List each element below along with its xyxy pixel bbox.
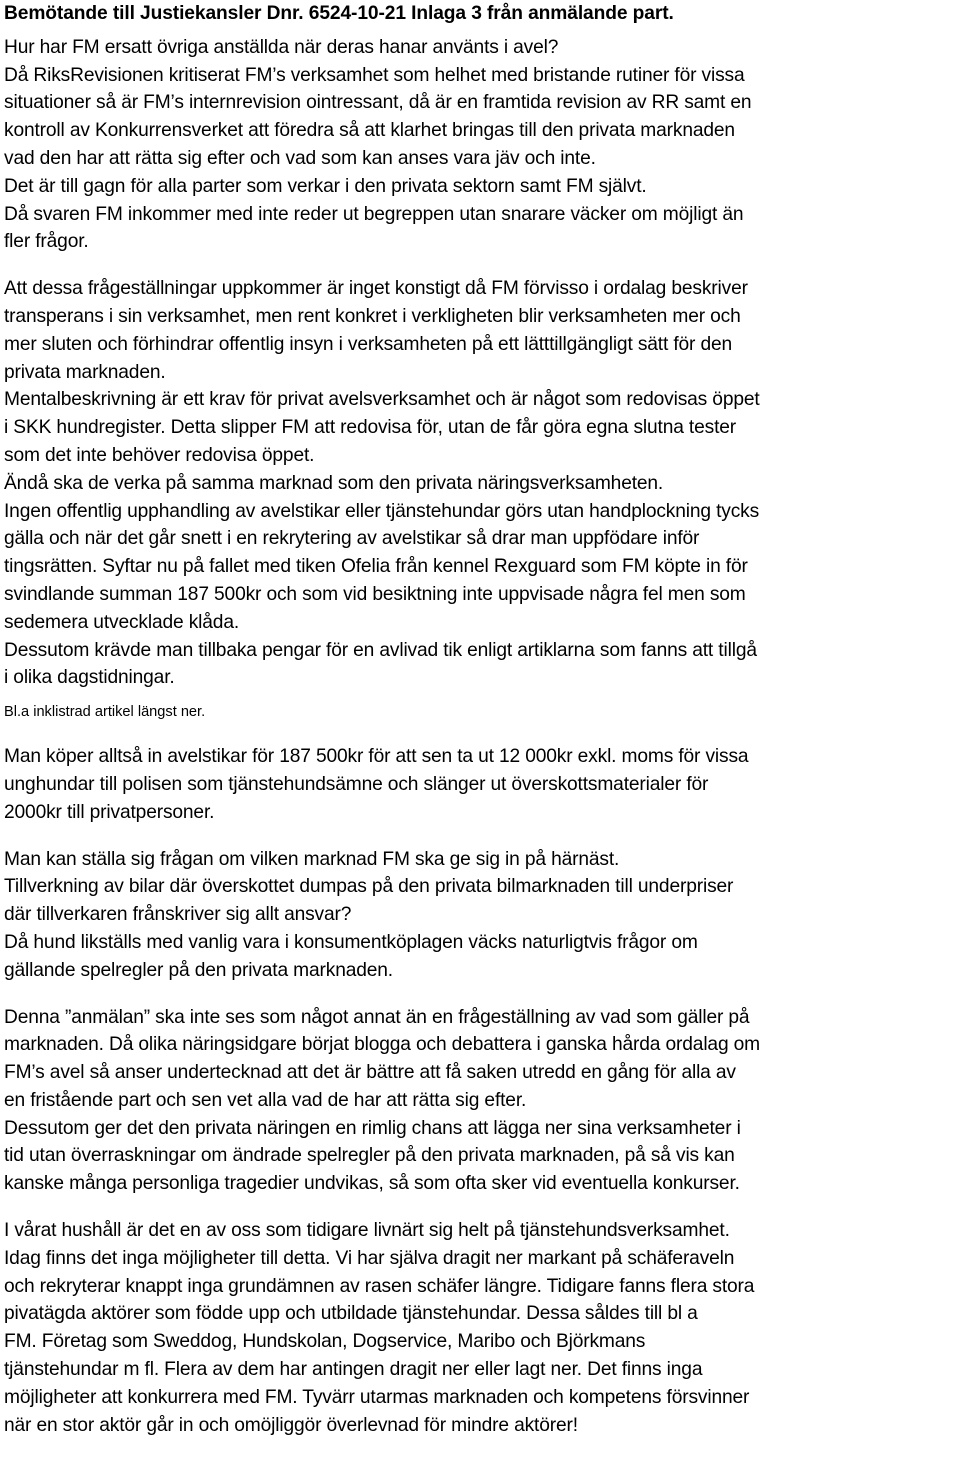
text-line: när en stor aktör går in och omöjliggör överlevnad för mindre aktörer! (4, 1414, 578, 1436)
text-line: Dessutom krävde man tillbaka pengar för en avlivad tik enligt artiklarna som fanns att tillgå (4, 639, 757, 661)
text-line: Denna ”anmälan” ska inte ses som något annat än en frågeställning av vad som gäller på (4, 1006, 750, 1028)
text-line: 2000kr till privatpersoner. (4, 801, 215, 823)
document-title: Bemötande till Justiekansler Dnr. 6524-10-21 Inlaga 3 från anmälande part. (4, 3, 674, 24)
text-line: och rekryterar knappt inga grundämnen av rasen schäfer längre. Tidigare fanns flera stora (4, 1275, 755, 1297)
paragraph (4, 1217, 956, 1439)
document-page (4, 0, 956, 1439)
text-line: tjänstehundar m fl. Flera av dem har antingen dragit ner eller lagt ner. Det finns inga (4, 1359, 703, 1381)
text-line: en fristående part och sen vet alla vad de har att rätta sig efter. (4, 1089, 527, 1111)
text-line: Då hund likställs med vanlig vara i konsumentköplagen väcks naturligtvis frågor om (4, 931, 698, 953)
text-line: Hur har FM ersatt övriga anställda när deras hanar använts i avel? (4, 36, 559, 58)
text-line: Mentalbeskrivning är ett krav för privat avelsverksamhet och är något som redovisas öppet (4, 389, 760, 411)
text-line: gällande spelregler på den privata marknaden. (4, 959, 393, 981)
text-line: FM. Företag som Sweddog, Hundskolan, Dogservice, Maribo och Björkmans (4, 1331, 646, 1353)
text-line: möjligheter att konkurrera med FM. Tyvärr utarmas marknaden och kompetens försvinner (4, 1386, 750, 1408)
text-line: mer sluten och förhindrar offentlig insyn i verksamheten på ett lätttillgängligt sätt för den (4, 333, 733, 355)
text-line: gälla och när det går snett i en rekrytering av avelstikar så drar man uppfödare inför (4, 528, 700, 550)
text-line: pivatägda aktörer som födde upp och utbildade tjänstehundar. Dessa såldes till bl a (4, 1303, 698, 1325)
text-line: kanske många personliga tragedier undvikas, så som ofta sker vid eventuella konkurser. (4, 1173, 740, 1195)
text-line: svindlande summan 187 500kr och som vid besiktning inte uppvisade några fel men som (4, 583, 746, 605)
text-line: FM’s avel så anser undertecknad att det är bättre att få saken utredd en gång för alla av (4, 1062, 736, 1084)
text-line: där tillverkaren frånskriver sig allt ansvar? (4, 904, 352, 926)
spacer (4, 724, 956, 743)
text-line: kontroll av Konkurrensverket att föredra så att klarhet bringas till den privata marknaden (4, 120, 735, 142)
text-line: privata marknaden. (4, 361, 166, 383)
text-line: Dessutom ger det den privata näringen en rimlig chans att lägga ner sina verksamheter i (4, 1117, 741, 1139)
text-line: Då RiksRevisionen kritiserat FM’s verksamhet som helhet med bristande rutiner för vissa (4, 64, 745, 86)
text-line: i olika dagstidningar. (4, 667, 175, 689)
attachment-note: Bl.a inklistrad artikel längst ner. (4, 704, 206, 721)
text-line: unghundar till polisen som tjänstehundsämne och slänger ut överskottsmaterialer för (4, 773, 709, 795)
text-line: situationer så är FM’s internrevision ointressant, då är en framtida revision av RR samt en (4, 92, 752, 114)
spacer (4, 1198, 956, 1217)
paragraph (4, 846, 956, 985)
spacer (4, 827, 956, 846)
text-line: tid utan överraskningar om ändrade spelregler på den privata marknaden, på så vis kan (4, 1145, 735, 1167)
paragraph (4, 275, 956, 692)
text-line: Att dessa frågeställningar uppkommer är inget konstigt då FM förvisso i ordalag beskriver (4, 278, 748, 300)
paragraph (4, 743, 956, 826)
text-line: fler frågor. (4, 231, 89, 253)
text-line: Ingen offentlig upphandling av avelstikar eller tjänstehundar görs utan handplockning tycks (4, 500, 760, 522)
text-line: Ändå ska de verka på samma marknad som den privata näringsverksamheten. (4, 472, 664, 494)
text-line: Då svaren FM inkommer med inte reder ut begreppen utan snarare väcker om möjligt än (4, 203, 744, 225)
text-line: som det inte behöver redovisa öppet. (4, 444, 315, 466)
text-line: I vårat hushåll är det en av oss som tidigare livnärt sig helt på tjänstehundsverksamhet. (4, 1220, 730, 1242)
paragraph (4, 1004, 956, 1199)
text-line: sedemera utvecklade klåda. (4, 611, 240, 633)
spacer (4, 256, 956, 275)
text-line: marknaden. Då olika näringsidgare börjat blogga och debattera i ganska hårda ordalag om (4, 1034, 761, 1056)
document-body (4, 34, 956, 1440)
spacer (4, 692, 956, 700)
text-line: Tillverkning av bilar där överskottet dumpas på den privata bilmarknaden till underpriser (4, 876, 734, 898)
text-line: Man köper alltså in avelstikar för 187 500kr för att sen ta ut 12 000kr exkl. moms för vissa (4, 746, 749, 768)
text-line: Idag finns det inga möjligheter till detta. Vi har själva dragit ner markant på schäferaveln (4, 1247, 735, 1269)
text-line: vad den har att rätta sig efter och vad som kan anses vara jäv och inte. (4, 147, 596, 169)
paragraph (4, 34, 956, 256)
spacer (4, 985, 956, 1004)
text-line: transperans i sin verksamhet, men rent konkret i verkligheten blir verksamheten mer och (4, 305, 741, 327)
text-line: Man kan ställa sig frågan om vilken marknad FM ska ge sig in på härnäst. (4, 848, 620, 870)
text-line: i SKK hundregister. Detta slipper FM att redovisa för, utan de får göra egna slutna tester (4, 417, 737, 439)
text-line: Det är till gagn för alla parter som verkar i den privata sektorn samt FM självt. (4, 175, 647, 197)
text-line: tingsrätten. Syftar nu på fallet med tiken Ofelia från kennel Rexguard som FM köpte in för (4, 556, 748, 578)
